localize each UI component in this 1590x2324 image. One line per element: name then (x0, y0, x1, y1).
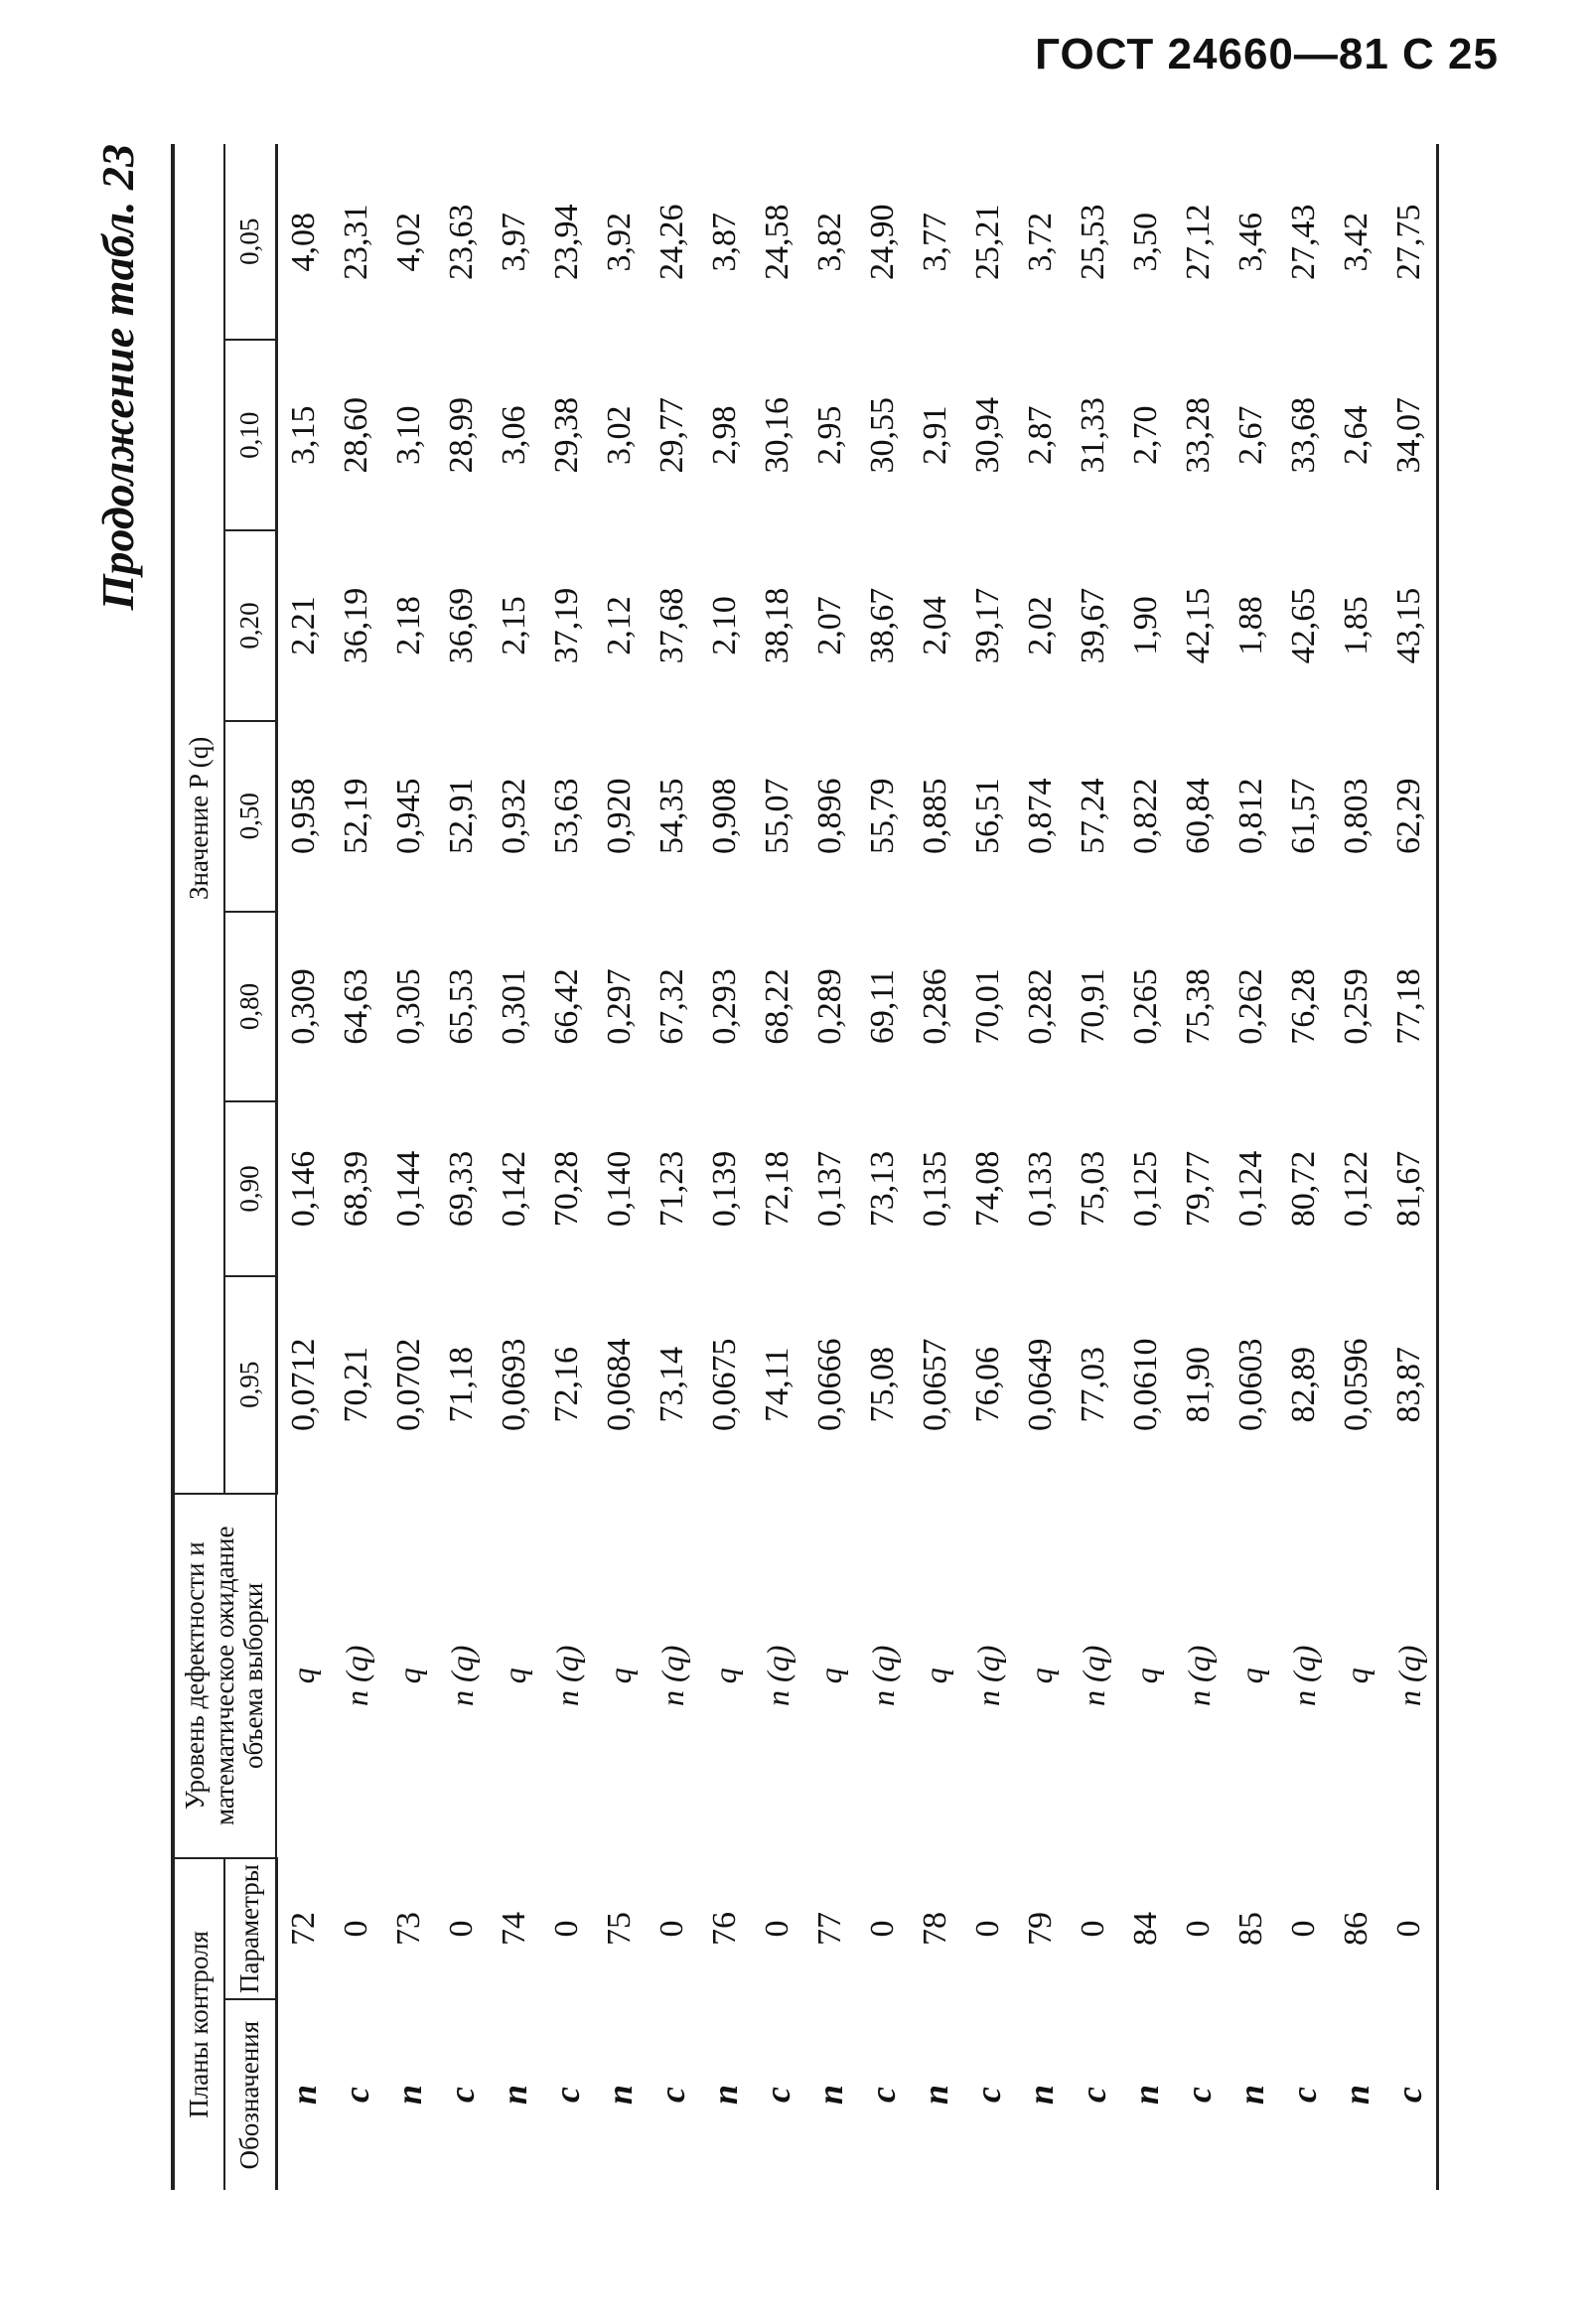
table-body (276, 144, 1437, 2190)
param-cell: 73 (390, 1912, 428, 1947)
value-cell: 0,0610 (1127, 1338, 1165, 1431)
value-cell: 0,305 (390, 968, 428, 1045)
value-cell: 2,07 (811, 596, 849, 655)
value-cell: 4,02 (390, 212, 428, 272)
value-cell: 0,135 (917, 1150, 954, 1228)
value-cell: 0,146 (285, 1150, 323, 1228)
value-cell: 2,10 (706, 596, 744, 655)
designation-cell: c (968, 2087, 1009, 2104)
value-cell: 0,139 (706, 1150, 744, 1228)
value-cell: 75,03 (1075, 1150, 1112, 1228)
value-cell: 3,87 (706, 212, 744, 272)
level-cell: q (917, 1668, 953, 1684)
value-cell: 83,87 (1383, 1276, 1438, 1494)
value-cell: 65,53 (443, 968, 481, 1045)
table-row (276, 144, 331, 2190)
designation-cell: n (916, 2085, 956, 2106)
level-cell: n (q) (864, 1645, 901, 1706)
level-cell: q (706, 1668, 743, 1684)
value-cell: 3,72 (1022, 212, 1060, 272)
value-cell: 0,124 (1232, 1150, 1270, 1228)
level-cell: q (390, 1668, 427, 1684)
table-row (541, 144, 594, 2190)
value-cell: 29,38 (548, 397, 586, 474)
value-cell: 0,896 (811, 778, 849, 854)
value-cell: 62,29 (1383, 721, 1438, 912)
value-cell: 77,18 (1383, 912, 1438, 1102)
value-cell: 0,874 (1022, 778, 1060, 854)
value-cell: 74,08 (969, 1150, 1007, 1228)
level-cell: n (q) (338, 1645, 374, 1706)
value-cell: 70,91 (1075, 968, 1112, 1045)
param-cell: 0 (864, 1920, 902, 1938)
value-cell: 28,60 (338, 397, 375, 474)
value-cell: 0,0693 (496, 1338, 533, 1431)
value-cell: 39,17 (969, 587, 1007, 664)
value-cell: 0,282 (1022, 968, 1060, 1045)
value-cell: 34,07 (1383, 340, 1438, 530)
value-cell: 3,97 (496, 212, 533, 272)
level-cell: q (285, 1668, 322, 1684)
value-cell: 57,24 (1075, 778, 1112, 854)
level-cell: n (q) (759, 1645, 795, 1706)
value-cell: 42,15 (1180, 587, 1218, 664)
value-cell: 60,84 (1180, 778, 1218, 854)
value-cell: 3,77 (917, 212, 954, 272)
level-cell: n (q) (653, 1645, 690, 1706)
value-cell: 72,16 (548, 1346, 586, 1423)
param-cell: 72 (285, 1912, 323, 1947)
values-group-header: Значение P (q) (173, 144, 224, 1494)
rotated-table-block (91, 144, 1472, 2190)
level-cell: q (496, 1668, 532, 1684)
value-cell: 0,293 (706, 968, 744, 1045)
designation-cell: c (1074, 2087, 1114, 2104)
value-cell: 3,92 (601, 212, 639, 272)
designation-cell: c (863, 2087, 904, 2104)
value-cell: 37,68 (653, 587, 691, 664)
value-cell: 0,958 (285, 778, 323, 854)
value-cell: 31,33 (1075, 397, 1112, 474)
continuation-title: Продолжение табл. 23 (92, 144, 143, 611)
value-cell: 66,42 (548, 968, 586, 1045)
table-row (699, 144, 752, 2190)
param-cell: 0 (548, 1920, 586, 1938)
param-cell: 0 (338, 1920, 375, 1938)
value-cell: 27,43 (1285, 204, 1323, 280)
value-cell: 55,07 (759, 778, 796, 854)
value-cell: 33,68 (1285, 397, 1323, 474)
value-cell: 0,259 (1338, 968, 1375, 1045)
designation-cell: n (1126, 2085, 1167, 2106)
table-row (1120, 144, 1173, 2190)
value-cell: 79,77 (1180, 1150, 1218, 1228)
p-level-header: 0,10 (224, 340, 276, 530)
value-cell: 30,94 (969, 397, 1007, 474)
value-cell: 3,50 (1127, 212, 1165, 272)
value-cell: 30,16 (759, 397, 796, 474)
designation-cell: c (337, 2087, 377, 2104)
value-cell: 0,822 (1127, 778, 1165, 854)
value-cell: 0,945 (390, 778, 428, 854)
value-cell: 2,91 (917, 405, 954, 466)
level-cell: n (q) (969, 1645, 1006, 1706)
value-cell: 4,08 (285, 212, 323, 272)
value-cell: 1,88 (1232, 596, 1270, 655)
table-row (752, 144, 804, 2190)
value-cell: 0,301 (496, 968, 533, 1045)
value-cell: 0,262 (1232, 968, 1270, 1045)
value-cell: 81,90 (1180, 1346, 1218, 1423)
level-cell: q (1338, 1668, 1374, 1684)
value-cell: 0,0657 (917, 1338, 954, 1431)
table-row (383, 144, 436, 2190)
value-cell: 2,64 (1338, 405, 1375, 466)
value-cell: 0,803 (1338, 778, 1375, 854)
table-row (1015, 144, 1068, 2190)
value-cell: 2,87 (1022, 405, 1060, 466)
value-cell: 68,22 (759, 968, 796, 1045)
value-cell: 70,21 (338, 1346, 375, 1423)
value-cell: 52,91 (443, 778, 481, 854)
param-cell: 0 (1075, 1920, 1112, 1938)
designation-cell: c (442, 2087, 483, 2104)
table-row (1173, 144, 1226, 2190)
value-cell: 61,57 (1285, 778, 1323, 854)
level-cell: n (q) (548, 1645, 585, 1706)
value-cell: 71,23 (653, 1150, 691, 1228)
value-cell: 2,15 (496, 596, 533, 655)
param-cell: 75 (601, 1912, 639, 1947)
value-cell: 0,144 (390, 1150, 428, 1228)
table-row (647, 144, 699, 2190)
value-cell: 0,932 (496, 778, 533, 854)
value-cell: 0,297 (601, 968, 639, 1045)
value-cell: 0,920 (601, 778, 639, 854)
table-row (804, 144, 857, 2190)
value-cell: 3,46 (1232, 212, 1270, 272)
value-cell: 3,10 (390, 405, 428, 466)
designation-cell: c (1179, 2087, 1220, 2104)
value-cell: 0,265 (1127, 968, 1165, 1045)
value-cell: 43,15 (1383, 530, 1438, 721)
level-cell: q (601, 1668, 638, 1684)
value-cell: 24,58 (759, 204, 796, 280)
value-cell: 0,0603 (1232, 1338, 1270, 1431)
p-level-header: 0,90 (224, 1101, 276, 1275)
value-cell: 2,67 (1232, 405, 1270, 466)
designation-cell: n (284, 2085, 325, 2106)
value-cell: 76,06 (969, 1346, 1007, 1423)
value-cell: 74,11 (759, 1347, 796, 1422)
level-cell: q (811, 1668, 848, 1684)
table-row (594, 144, 647, 2190)
value-cell: 28,99 (443, 397, 481, 474)
table-row (1068, 144, 1120, 2190)
table-row (489, 144, 541, 2190)
value-cell: 0,122 (1338, 1150, 1375, 1228)
value-cell: 1,90 (1127, 596, 1165, 655)
params-column-header: Параметры (224, 1858, 276, 1999)
value-cell: 0,286 (917, 968, 954, 1045)
value-cell: 23,94 (548, 204, 586, 280)
param-cell: 79 (1022, 1912, 1060, 1947)
value-cell: 33,28 (1180, 397, 1218, 474)
value-cell: 3,82 (811, 212, 849, 272)
value-cell: 0,0596 (1338, 1338, 1375, 1431)
designation-cell: n (705, 2085, 746, 2106)
p-level-header: 0,80 (224, 912, 276, 1102)
designation-column-header: Обозначения (224, 1999, 276, 2190)
value-cell: 23,63 (443, 204, 481, 280)
table-row (1226, 144, 1278, 2190)
value-cell: 2,21 (285, 596, 323, 655)
value-cell: 0,309 (285, 968, 323, 1045)
p-level-header: 0,20 (224, 530, 276, 721)
table-row (962, 144, 1015, 2190)
param-cell: 0 (1180, 1920, 1218, 1938)
designation-cell: c (652, 2087, 693, 2104)
value-cell: 38,67 (864, 587, 902, 664)
param-cell: 78 (917, 1912, 954, 1947)
value-cell: 52,19 (338, 778, 375, 854)
value-cell: 71,18 (443, 1346, 481, 1423)
page-header: ГОСТ 24660—81 С 25 (1035, 30, 1499, 78)
value-cell: 0,0649 (1022, 1338, 1060, 1431)
value-cell: 25,53 (1075, 204, 1112, 280)
p-level-header: 0,05 (224, 144, 276, 340)
value-cell: 27,12 (1180, 204, 1218, 280)
value-cell: 56,51 (969, 778, 1007, 854)
value-cell: 70,01 (969, 968, 1007, 1045)
value-cell: 3,02 (601, 405, 639, 466)
level-cell: n (q) (1383, 1494, 1438, 1858)
value-cell: 24,90 (864, 204, 902, 280)
p-level-header: 0,50 (224, 721, 276, 912)
value-cell: 75,08 (864, 1346, 902, 1423)
value-cell: 0,908 (706, 778, 744, 854)
value-cell: 69,33 (443, 1150, 481, 1228)
value-cell: 81,67 (1383, 1101, 1438, 1275)
value-cell: 82,89 (1285, 1346, 1323, 1423)
param-cell: 84 (1127, 1912, 1165, 1947)
designation-cell: n (1021, 2085, 1062, 2106)
designation-cell: c (547, 2087, 588, 2104)
value-cell: 0,885 (917, 778, 954, 854)
value-cell: 38,18 (759, 587, 796, 664)
param-cell: 0 (1285, 1920, 1323, 1938)
value-cell: 0,142 (496, 1150, 533, 1228)
level-cell: q (1232, 1668, 1269, 1684)
value-cell: 54,35 (653, 778, 691, 854)
value-cell: 64,63 (338, 968, 375, 1045)
table-row (910, 144, 962, 2190)
value-cell: 23,31 (338, 204, 375, 280)
value-cell: 0,289 (811, 968, 849, 1045)
value-cell: 42,65 (1285, 587, 1323, 664)
value-cell: 0,0712 (285, 1338, 323, 1431)
param-cell: 77 (811, 1912, 849, 1947)
param-cell: 0 (653, 1920, 691, 1938)
value-cell: 25,21 (969, 204, 1007, 280)
value-cell: 0,0702 (390, 1338, 428, 1431)
value-cell: 73,14 (653, 1346, 691, 1423)
value-cell: 2,04 (917, 596, 954, 655)
value-cell: 72,18 (759, 1150, 796, 1228)
value-cell: 39,67 (1075, 587, 1112, 664)
value-cell: 36,19 (338, 587, 375, 664)
param-cell: 76 (706, 1912, 744, 1947)
designation-cell: n (810, 2085, 851, 2106)
param-cell: 0 (443, 1920, 481, 1938)
value-cell: 1,85 (1338, 596, 1375, 655)
param-cell: 85 (1232, 1912, 1270, 1947)
designation-cell: n (600, 2085, 641, 2106)
value-cell: 29,77 (653, 397, 691, 474)
level-cell: q (1022, 1668, 1059, 1684)
param-cell: 0 (759, 1920, 796, 1938)
value-cell: 24,26 (653, 204, 691, 280)
level-cell: n (q) (1180, 1645, 1217, 1706)
value-cell: 3,15 (285, 405, 323, 466)
value-cell: 67,32 (653, 968, 691, 1045)
value-cell: 80,72 (1285, 1150, 1323, 1228)
level-cell: n (q) (443, 1645, 480, 1706)
value-cell: 0,0684 (601, 1338, 639, 1431)
value-cell: 77,03 (1075, 1346, 1112, 1423)
table-row (1383, 144, 1438, 2190)
value-cell: 36,69 (443, 587, 481, 664)
table-row (331, 144, 383, 2190)
level-cell: q (1127, 1668, 1164, 1684)
param-cell: 0 (969, 1920, 1007, 1938)
value-cell: 53,63 (548, 778, 586, 854)
plans-group-header: Планы контроля (173, 1858, 224, 2190)
designation-cell: n (1231, 2085, 1272, 2106)
value-cell: 30,55 (864, 397, 902, 474)
value-cell: 2,18 (390, 596, 428, 655)
value-cell: 3,06 (496, 405, 533, 466)
designation-cell: c (1383, 1999, 1438, 2190)
designation-cell: n (389, 2085, 430, 2106)
value-cell: 76,28 (1285, 968, 1323, 1045)
value-cell: 0,140 (601, 1150, 639, 1228)
value-cell: 73,13 (864, 1150, 902, 1228)
value-cell: 2,70 (1127, 405, 1165, 466)
value-cell: 0,812 (1232, 778, 1270, 854)
value-cell: 69,11 (864, 968, 902, 1045)
level-column-header: Уровень дефектности и математическое ожидание объема выборки (173, 1494, 276, 1858)
designation-cell: c (1284, 2087, 1325, 2104)
value-cell: 2,12 (601, 596, 639, 655)
value-cell: 0,137 (811, 1150, 849, 1228)
value-cell: 0,125 (1127, 1150, 1165, 1228)
value-cell: 75,38 (1180, 968, 1218, 1045)
value-cell: 0,0666 (811, 1338, 849, 1431)
data-table (171, 144, 1439, 2190)
designation-cell: n (495, 2085, 535, 2106)
table-row (1278, 144, 1331, 2190)
designation-cell: n (1337, 2085, 1377, 2106)
value-cell: 68,39 (338, 1150, 375, 1228)
param-cell: 0 (1383, 1858, 1438, 1999)
value-cell: 70,28 (548, 1150, 586, 1228)
value-cell: 2,98 (706, 405, 744, 466)
level-cell: n (q) (1285, 1645, 1322, 1706)
designation-cell: c (758, 2087, 798, 2104)
value-cell: 2,95 (811, 405, 849, 466)
param-cell: 86 (1338, 1912, 1375, 1947)
value-cell: 3,42 (1338, 212, 1375, 272)
value-cell: 0,0675 (706, 1338, 744, 1431)
level-cell: n (q) (1075, 1645, 1111, 1706)
table-row (1331, 144, 1383, 2190)
value-cell: 37,19 (548, 587, 586, 664)
table-row (436, 144, 489, 2190)
p-level-header: 0,95 (224, 1276, 276, 1494)
param-cell: 74 (496, 1912, 533, 1947)
table-row (857, 144, 910, 2190)
value-cell: 2,02 (1022, 596, 1060, 655)
value-cell: 55,79 (864, 778, 902, 854)
value-cell: 27,75 (1383, 144, 1438, 340)
value-cell: 0,133 (1022, 1150, 1060, 1228)
